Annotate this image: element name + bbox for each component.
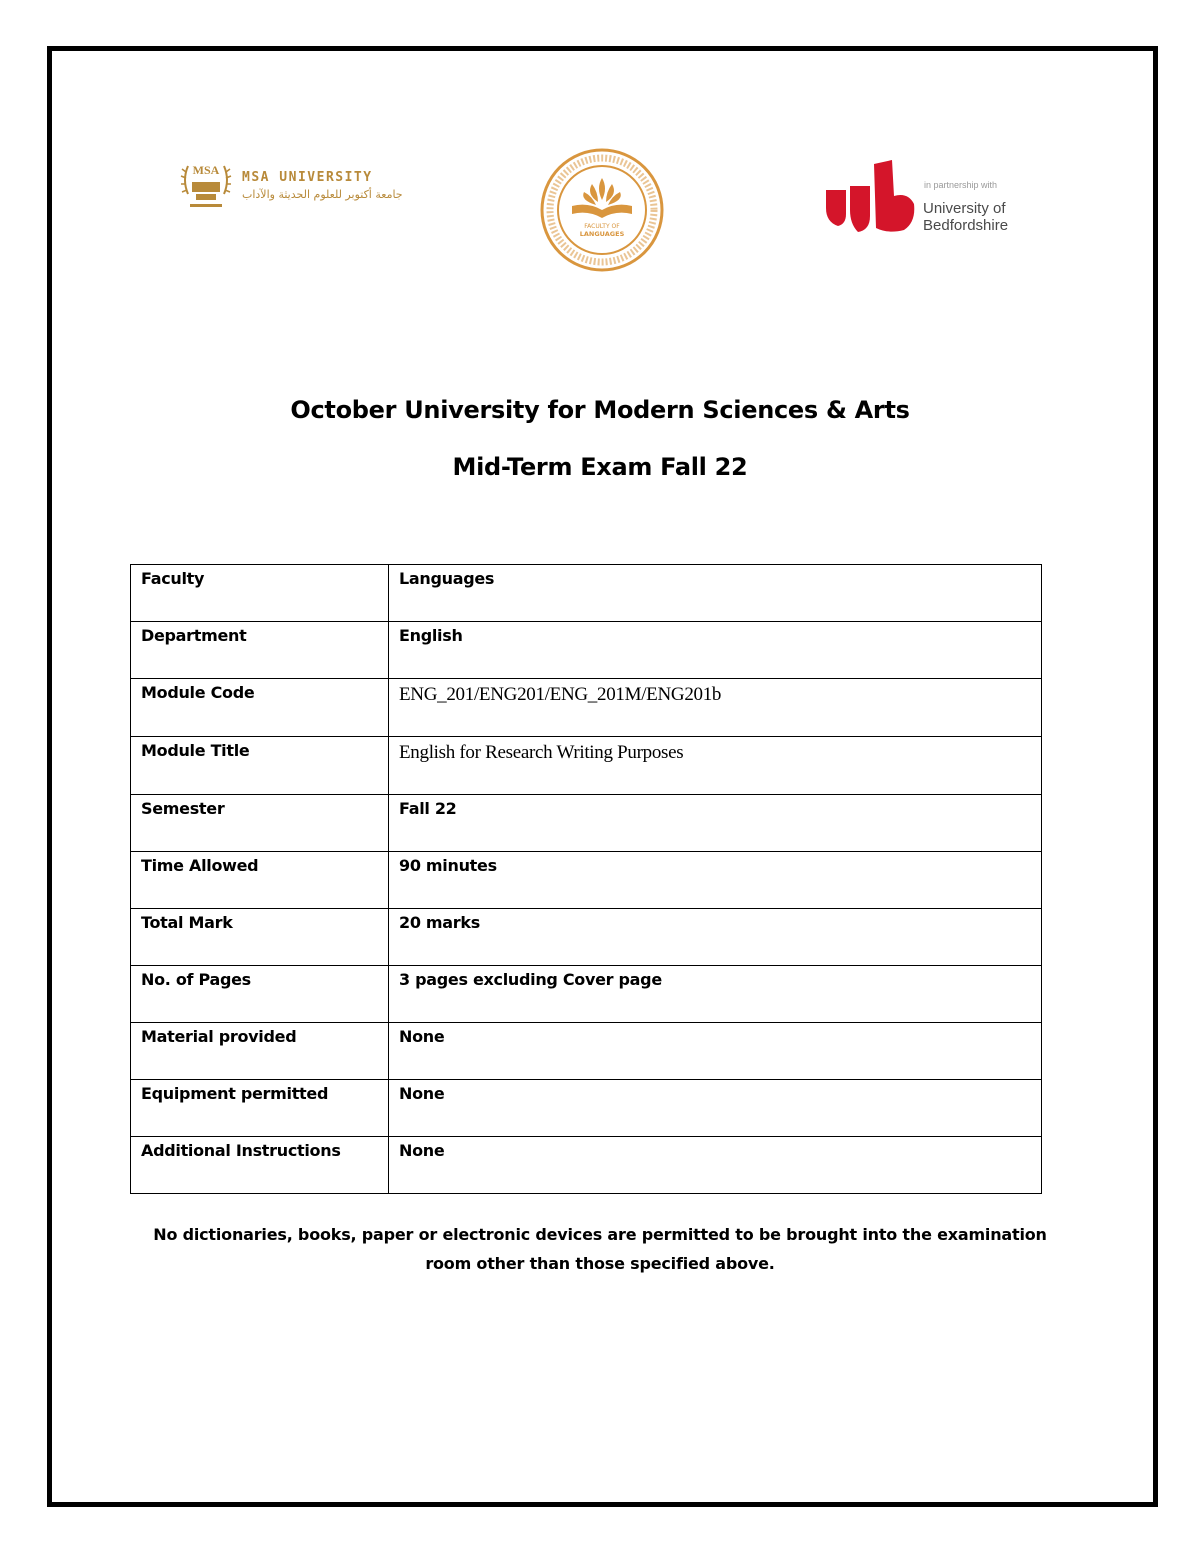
row-label: No. of Pages <box>131 966 389 1023</box>
table-row <box>131 565 1042 622</box>
table-row <box>131 1137 1042 1194</box>
table-row <box>131 966 1042 1023</box>
row-value: 20 marks <box>389 909 1042 966</box>
row-label: Faculty <box>131 565 389 622</box>
row-label: Material provided <box>131 1023 389 1080</box>
bedfordshire-name-line2: Bedfordshire <box>923 217 1009 234</box>
row-label: Semester <box>131 795 389 852</box>
table-row <box>131 795 1042 852</box>
table-row <box>131 737 1042 795</box>
faculty-of-languages-seal-icon <box>540 148 664 272</box>
row-value: English <box>389 622 1042 679</box>
row-value: None <box>389 1080 1042 1137</box>
row-value: 90 minutes <box>389 852 1042 909</box>
table-row <box>131 679 1042 737</box>
svg-text:LANGUAGES: LANGUAGES <box>579 230 625 238</box>
row-value: None <box>389 1137 1042 1194</box>
table-row <box>131 1023 1042 1080</box>
row-label: Equipment permitted <box>131 1080 389 1137</box>
table-row <box>131 1080 1042 1137</box>
table-row <box>131 909 1042 966</box>
table-row <box>131 852 1042 909</box>
row-label: Department <box>131 622 389 679</box>
svg-text:FACULTY OF: FACULTY OF <box>584 223 620 230</box>
table-row <box>131 622 1042 679</box>
row-label: Module Title <box>131 737 389 795</box>
msa-university-name: MSA UNIVERSITY <box>242 170 373 185</box>
partnership-text: in partnership with <box>924 180 998 190</box>
row-value: Languages <box>389 565 1042 622</box>
row-label: Time Allowed <box>131 852 389 909</box>
row-value: 3 pages excluding Cover page <box>389 966 1042 1023</box>
msa-university-logo <box>178 158 403 216</box>
row-value: None <box>389 1023 1042 1080</box>
row-value: ENG_201/ENG201/ENG_201M/ENG201b <box>389 679 1042 737</box>
row-value: Fall 22 <box>389 795 1042 852</box>
exam-info-table <box>130 564 1042 1194</box>
university-of-bedfordshire-logo <box>824 158 1024 242</box>
notice-line1: No dictionaries, books, paper or electronic devices are permitted to be brought into the examination <box>153 1225 1047 1244</box>
svg-text:MSA: MSA <box>192 163 220 177</box>
row-value: English for Research Writing Purposes <box>389 737 1042 795</box>
msa-emblem-icon <box>178 158 234 214</box>
row-label: Additional Instructions <box>131 1137 389 1194</box>
bedfordshire-name-line1: University of <box>923 200 1006 217</box>
row-label: Module Code <box>131 679 389 737</box>
university-title: October University for Modern Sciences & Arts <box>290 396 910 424</box>
exam-notice <box>100 1220 1100 1278</box>
msa-arabic-name: جامعة أكتوبر للعلوم الحديثة والآداب <box>242 188 403 201</box>
exam-title: Mid-Term Exam Fall 22 <box>452 453 748 481</box>
row-label: Total Mark <box>131 909 389 966</box>
bedfordshire-mark-icon <box>824 158 916 238</box>
notice-line2: room other than those specified above. <box>425 1254 775 1273</box>
